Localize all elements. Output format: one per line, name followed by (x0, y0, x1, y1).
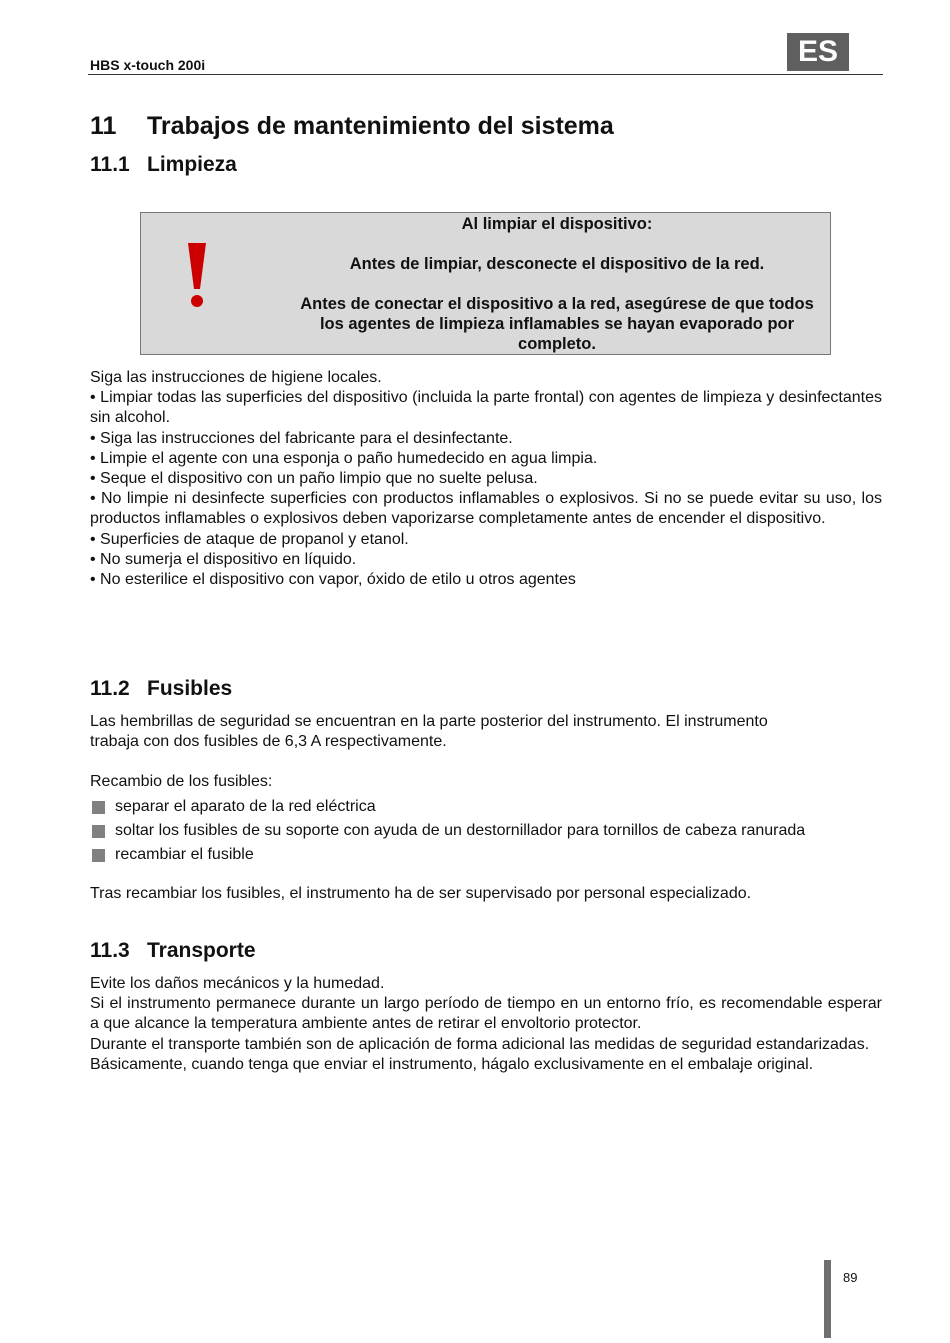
section-title: Transporte (147, 939, 256, 962)
cleaning-instructions (90, 368, 882, 590)
warning-line: Antes de limpiar, desconecte el dispositivo de la red. (349, 255, 765, 273)
list-item-text: separar el aparato de la red eléctrica (115, 798, 376, 815)
list-item: • No esterilice el dispositivo con vapor, óxido de etilo u otros agentes (90, 571, 576, 589)
list-item: • Limpie el agente con una esponja o paño humedecido en agua limpia. (90, 449, 598, 467)
list-item-text: recambiar el fusible (115, 846, 254, 863)
transport-text (90, 974, 882, 1075)
section-title: Fusibles (147, 677, 233, 700)
page-margin-bar (824, 1260, 831, 1338)
header-divider (88, 74, 883, 75)
section-number: 11.2 (90, 677, 130, 700)
page-number: 89 (843, 1270, 858, 1285)
warning-box (140, 212, 831, 355)
list-item-text: soltar los fusibles de su soporte con ayuda de un destornillador para tornillos de cabeza ranurada (115, 822, 806, 839)
list-item (90, 795, 882, 819)
section-number: 11.1 (90, 153, 130, 176)
list-item: • No sumerja el dispositivo en líquido. (90, 550, 357, 568)
language-badge: ES (787, 33, 849, 71)
list-item: • Limpiar todas las superficies del dispositivo (incluida la parte frontal) con agentes de limpieza y desinfectantes sin alcohol. (90, 389, 882, 427)
list-item (90, 843, 882, 867)
paragraph: Si el instrumento permanece durante un largo período de tiempo en un entorno frío, es recomendable esperar a que alcance la temperatura ambiente antes de retirar el envoltorio protector. (90, 995, 882, 1033)
section-11-3-heading (90, 939, 256, 963)
section-11-2-heading (90, 677, 232, 701)
paragraph-line: Las hembrillas de seguridad se encuentran en la parte posterior del instrumento. El instrumento (90, 713, 768, 730)
exclamation-icon (185, 239, 209, 311)
document-title: HBS x-touch 200i (90, 57, 206, 73)
list-item: • No limpie ni desinfecte superficies con productos inflamables o explosivos. Si no se puede evitar su uso, los productos inflamables o explosivos deben vaporizarse completamente antes de encender el dispositivo. (90, 490, 882, 528)
section-number: 11.3 (90, 939, 130, 962)
paragraph-line: trabaja con dos fusibles de 6,3 A respectivamente. (90, 733, 447, 751)
list-item (90, 819, 882, 843)
section-11-1-heading (90, 153, 237, 177)
section-number: 11 (90, 112, 117, 140)
fuse-steps-list (90, 795, 882, 867)
list-item: • Siga las instrucciones del fabricante para el desinfectante. (90, 429, 513, 447)
warning-text (291, 213, 823, 354)
paragraph: Durante el transporte también son de aplicación de forma adicional las medidas de seguridad estandarizadas. (90, 1035, 870, 1053)
warning-line: Antes de conectar el dispositivo a la red, asegúrese de que todos los agentes de limpieza inflamables se hayan evaporado por completo. (300, 295, 814, 353)
section-title: Trabajos de mantenimiento del sistema (147, 112, 614, 140)
square-bullet-icon (92, 849, 105, 862)
fuses-intro (90, 712, 882, 752)
paragraph: Siga las instrucciones de higiene locales. (90, 369, 382, 386)
list-item: • Seque el dispositivo con un paño limpio que no suelte pelusa. (90, 470, 538, 488)
paragraph: Básicamente, cuando tenga que enviar el instrumento, hágalo exclusivamente en el embalaje original. (90, 1055, 814, 1073)
paragraph: Evite los daños mecánicos y la humedad. (90, 975, 385, 992)
warning-title: Al limpiar el dispositivo: (461, 215, 653, 233)
section-title: Limpieza (147, 153, 237, 176)
section-11-heading (90, 112, 614, 141)
fuses-after: Tras recambiar los fusibles, el instrumento ha de ser supervisado por personal especializado. (90, 885, 752, 902)
fuses-replace-heading: Recambio de los fusibles: (90, 773, 273, 790)
square-bullet-icon (92, 825, 105, 838)
list-item: • Superficies de ataque de propanol y etanol. (90, 530, 409, 548)
square-bullet-icon (92, 801, 105, 814)
